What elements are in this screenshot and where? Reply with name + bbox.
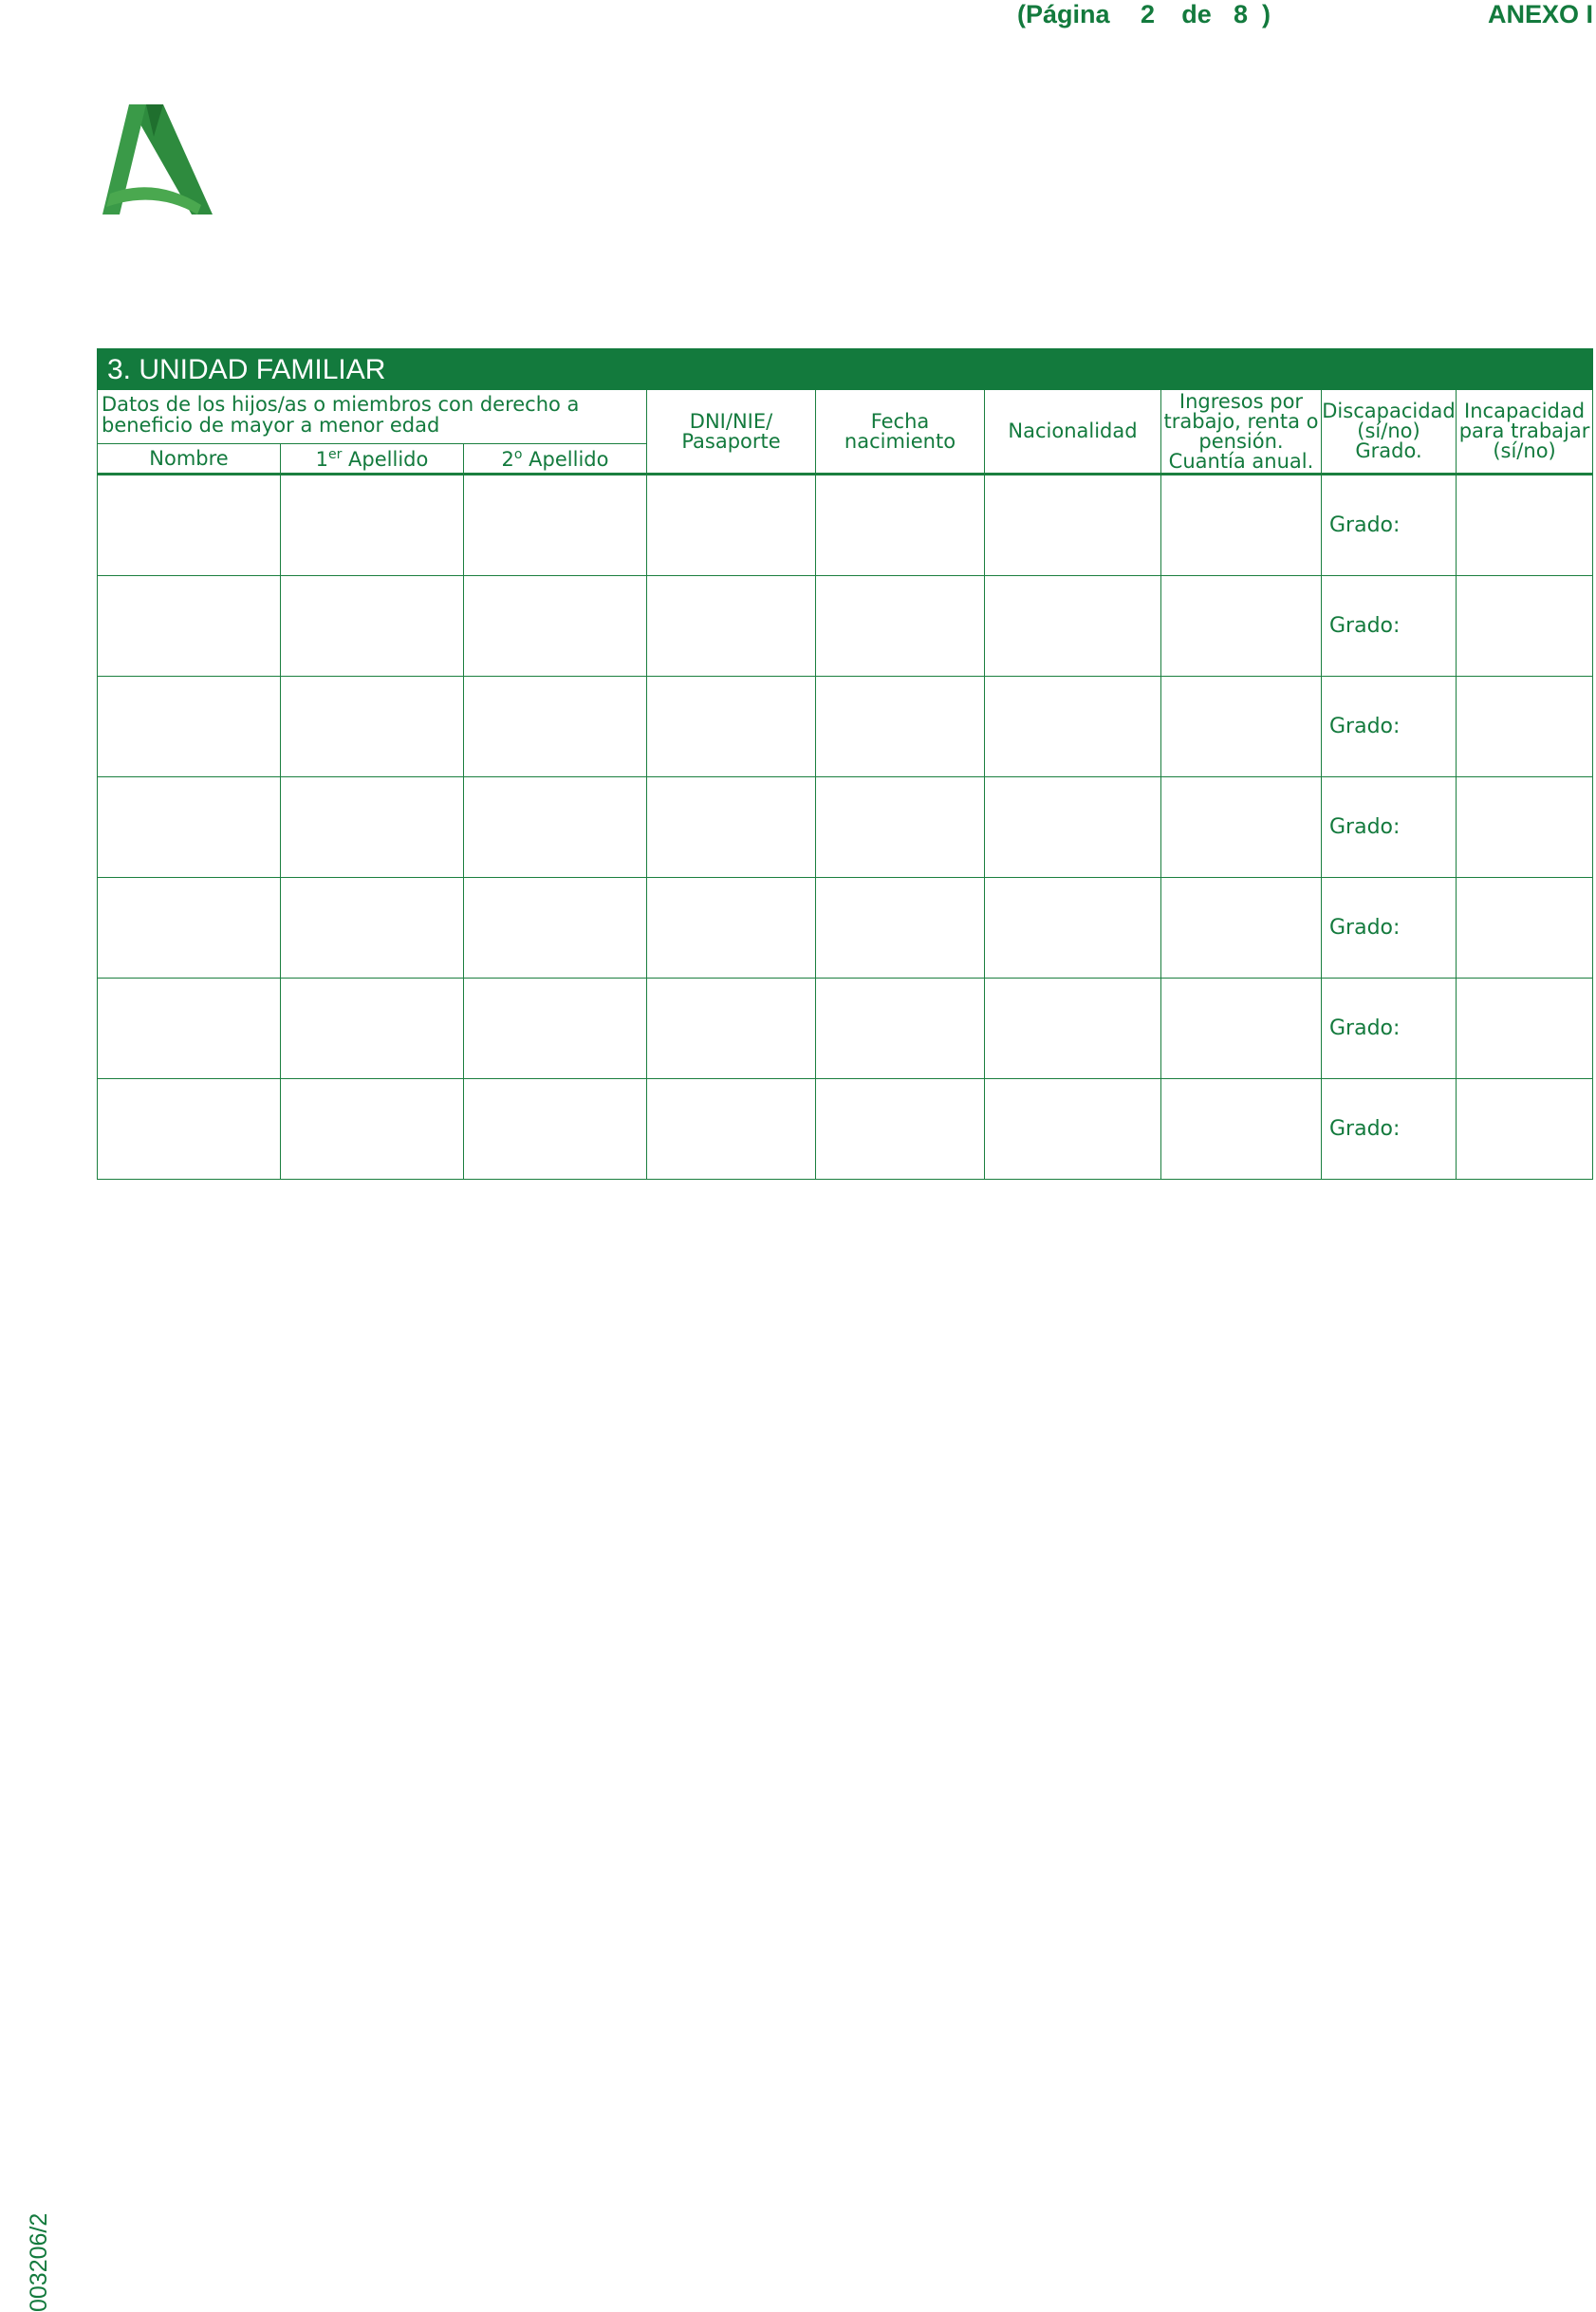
page-of-label: de [1181, 0, 1212, 28]
cell-fecha-nacimiento[interactable] [816, 979, 985, 1079]
table-row [98, 878, 1593, 979]
page-total: 8 [1233, 0, 1249, 28]
cell-incapacidad[interactable] [1457, 677, 1593, 777]
cell-apellido-2[interactable] [464, 878, 647, 979]
cell-ingresos[interactable] [1161, 677, 1322, 777]
cell-apellido-2[interactable] [464, 677, 647, 777]
table-row [98, 475, 1593, 576]
grado-label: Grado: [1329, 1016, 1401, 1040]
cell-apellido-2[interactable] [464, 777, 647, 878]
cell-ingresos[interactable] [1161, 878, 1322, 979]
page-number: 2 [1140, 0, 1156, 28]
cell-nacionalidad[interactable] [985, 576, 1161, 677]
cell-nombre[interactable] [98, 878, 281, 979]
grado-label: Grado: [1329, 715, 1401, 738]
cell-discapacidad[interactable] [1322, 1079, 1457, 1180]
grado-label: Grado: [1329, 614, 1401, 638]
header-discapacidad: Discapacidad (sí/no) Grado. [1322, 390, 1457, 475]
cell-ingresos[interactable] [1161, 576, 1322, 677]
grado-label: Grado: [1329, 916, 1401, 940]
page-label: (Página [1017, 0, 1110, 28]
cell-ingresos[interactable] [1161, 777, 1322, 878]
table-row [98, 1079, 1593, 1180]
cell-incapacidad[interactable] [1457, 979, 1593, 1079]
cell-apellido-1[interactable] [281, 878, 464, 979]
header-nombre: Nombre [98, 444, 281, 475]
cell-dni[interactable] [647, 777, 816, 878]
cell-incapacidad[interactable] [1457, 475, 1593, 576]
table-row [98, 777, 1593, 878]
cell-nacionalidad[interactable] [985, 1079, 1161, 1180]
cell-nacionalidad[interactable] [985, 677, 1161, 777]
cell-apellido-1[interactable] [281, 677, 464, 777]
cell-nacionalidad[interactable] [985, 475, 1161, 576]
cell-apellido-1[interactable] [281, 576, 464, 677]
header-apellido-1: 1er Apellido [281, 444, 464, 475]
cell-incapacidad[interactable] [1457, 878, 1593, 979]
table-row [98, 979, 1593, 1079]
junta-de-andalucia-logo [99, 99, 232, 222]
cell-nombre[interactable] [98, 1079, 281, 1180]
cell-ingresos[interactable] [1161, 1079, 1322, 1180]
cell-ingresos[interactable] [1161, 475, 1322, 576]
cell-incapacidad[interactable] [1457, 1079, 1593, 1180]
cell-nombre[interactable] [98, 979, 281, 1079]
cell-fecha-nacimiento[interactable] [816, 677, 985, 777]
cell-apellido-1[interactable] [281, 475, 464, 576]
cell-discapacidad[interactable] [1322, 475, 1457, 576]
grado-label: Grado: [1329, 815, 1401, 839]
cell-discapacidad[interactable] [1322, 576, 1457, 677]
cell-dni[interactable] [647, 475, 816, 576]
cell-fecha-nacimiento[interactable] [816, 1079, 985, 1180]
cell-fecha-nacimiento[interactable] [816, 475, 985, 576]
cell-apellido-2[interactable] [464, 1079, 647, 1180]
cell-nombre[interactable] [98, 777, 281, 878]
cell-dni[interactable] [647, 979, 816, 1079]
table-row [98, 677, 1593, 777]
cell-dni[interactable] [647, 1079, 816, 1180]
header-ingresos: Ingresos por trabajo, renta o pensión. Cuantía anual. [1161, 390, 1322, 475]
page-close: ) [1262, 0, 1271, 28]
cell-ingresos[interactable] [1161, 979, 1322, 1079]
cell-nombre[interactable] [98, 475, 281, 576]
cell-discapacidad[interactable] [1322, 777, 1457, 878]
header-fecha-nacimiento: Fecha nacimiento [816, 390, 985, 475]
cell-discapacidad[interactable] [1322, 677, 1457, 777]
cell-dni[interactable] [647, 576, 816, 677]
table-row [98, 576, 1593, 677]
cell-apellido-1[interactable] [281, 979, 464, 1079]
cell-incapacidad[interactable] [1457, 777, 1593, 878]
cell-apellido-1[interactable] [281, 1079, 464, 1180]
cell-nombre[interactable] [98, 576, 281, 677]
form-code: 003206/2 [26, 2212, 52, 2312]
header-nacionalidad: Nacionalidad [985, 390, 1161, 475]
cell-incapacidad[interactable] [1457, 576, 1593, 677]
cell-apellido-2[interactable] [464, 979, 647, 1079]
cell-dni[interactable] [647, 878, 816, 979]
section-title: 3. UNIDAD FAMILIAR [98, 349, 1593, 390]
table-intro-text: Datos de los hijos/as o miembros con derecho a beneficio de mayor a menor edad [98, 390, 647, 444]
cell-fecha-nacimiento[interactable] [816, 777, 985, 878]
header-dni: DNI/NIE/ Pasaporte [647, 390, 816, 475]
grado-label: Grado: [1329, 513, 1401, 537]
cell-apellido-2[interactable] [464, 475, 647, 576]
cell-dni[interactable] [647, 677, 816, 777]
header-incapacidad: Incapacidad para trabajar (sí/no) [1457, 390, 1593, 475]
cell-nacionalidad[interactable] [985, 979, 1161, 1079]
cell-apellido-1[interactable] [281, 777, 464, 878]
header-apellido-2: 2$^o$ Apellido [464, 444, 647, 475]
family-unit-table [97, 348, 1593, 1180]
cell-nacionalidad[interactable] [985, 777, 1161, 878]
page-indicator [1017, 0, 1271, 29]
cell-fecha-nacimiento[interactable] [816, 576, 985, 677]
cell-nacionalidad[interactable] [985, 878, 1161, 979]
cell-discapacidad[interactable] [1322, 878, 1457, 979]
cell-discapacidad[interactable] [1322, 979, 1457, 1079]
annex-label: ANEXO I [1487, 0, 1593, 28]
cell-fecha-nacimiento[interactable] [816, 878, 985, 979]
grado-label: Grado: [1329, 1117, 1401, 1141]
cell-apellido-2[interactable] [464, 576, 647, 677]
cell-nombre[interactable] [98, 677, 281, 777]
